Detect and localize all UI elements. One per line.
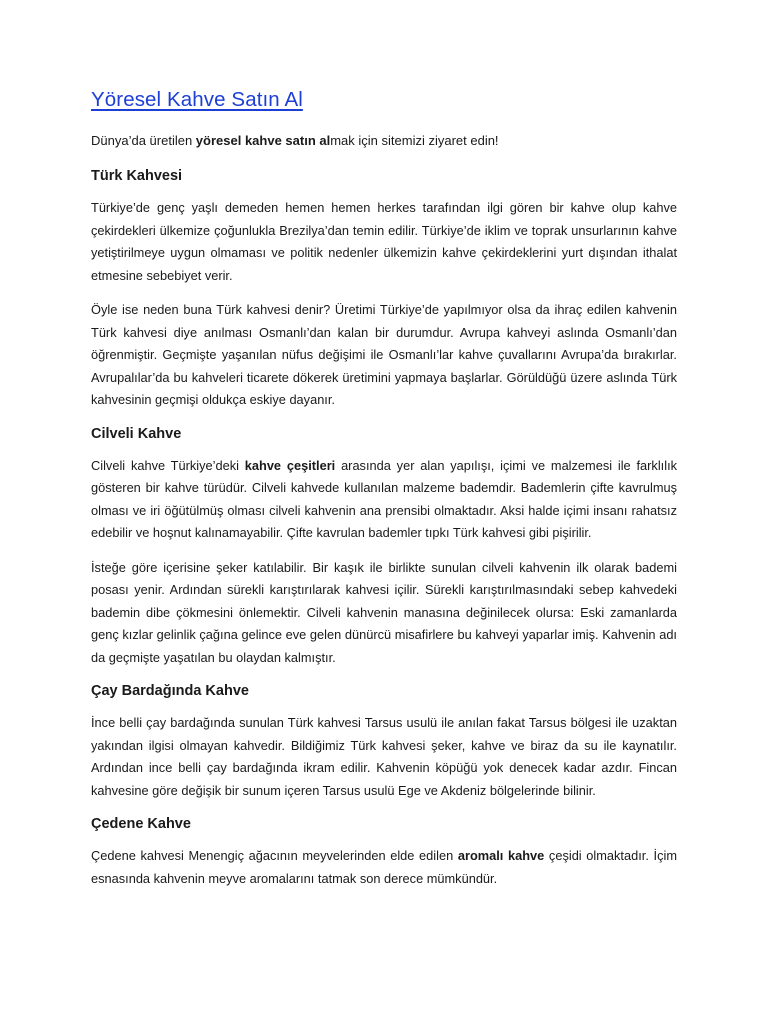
intro-keyword-bold: yöresel kahve satın al: [195, 133, 331, 148]
section-heading-cay-bardaginda-kahve: Çay Bardağında Kahve: [91, 683, 249, 699]
page-title-link[interactable]: Yöresel Kahve Satın Al: [91, 88, 303, 111]
paragraph-text-post: çeşidi olmaktadır. İçim esnasında kahvenin meyve aromalarını tatmak son derece mümkündür.: [91, 848, 677, 886]
section-heading-cedene-kahve: Çedene Kahve: [91, 816, 191, 832]
paragraph-text-post: arasında yer alan yapılışı, içimi ve malzemesi ile farklılık gösteren bir kahve türüdür. Cilveli kahvede kullanılan malzeme bademdir. Bademlerin çifte kavrulmuş olması ve iri öğütülmüş olması cilveli kahvenin ana prensibi olmaktadır. Aksi halde içimi insanı rahatsız edebilir ve hoşnut kalınamayabilir. Çifte kavrulan bademler tıpkı Türk kahvesi gibi pişirilir.: [91, 457, 678, 540]
section-heading-turk-kahvesi: Türk Kahvesi: [91, 168, 183, 184]
section-paragraph: Öyle ise neden buna Türk kahvesi denir? Üretimi Türkiye’de yapılmıyor olsa da ihraç edilen kahvenin Türk kahvesi diye anılması Osmanlı’dan kalan bir durumdur. Avrupa kahveyi aslında Osmanlı’dan öğrenmiştir. Geçmişte yaşanılan nüfus değişimi ile Osmanlı’lar kahve çuvallarını Avrupa’da bırakırlar. Avrupalılar’da bu kahveleri ticarete dökerek üretimini yapmaya başlarlar. Görüldüğü üzere aslında Türk kahvesinin geçmişi oldukça eskiye dayanır.: [91, 302, 677, 407]
section-paragraph: [91, 845, 677, 890]
paragraph-text-pre: Çedene kahvesi Menengiç ağacının meyvelerinden elde edilen: [91, 848, 458, 863]
intro-text-pre: Dünya’da üretilen: [91, 133, 196, 148]
section-paragraph: İnce belli çay bardağında sunulan Türk kahvesi Tarsus usulü ile anılan fakat Tarsus bölgesi ile uzaktan yakından ilgisi olmayan kahvedir. Bildiğimiz Türk kahvesi şeker, kahve ve biraz da su ile kaynatılır. Ardından ince belli çay bardağında ikram edilir. Kahvenin köpüğü yok denecek kadar azdır. Fincan kahvesine göre değişik bir sunum içeren Tarsus usulü Ege ve Akdeniz bölgelerinde bilinir.: [91, 715, 677, 798]
paragraph-keyword-bold: aromalı kahve: [457, 848, 545, 863]
intro-text-post: mak için sitemizi ziyaret edin!: [330, 133, 499, 148]
intro-paragraph: [91, 131, 677, 151]
paragraph-keyword-bold: kahve çeşitleri: [244, 457, 336, 473]
section-heading-cilveli-kahve: Cilveli Kahve: [91, 425, 182, 442]
section-paragraph: İsteğe göre içerisine şeker katılabilir. Bir kaşık ile birlikte sunulan cilveli kahvenin ilk olarak bademi posası yenir. Ardından sürekli karıştırılarak kahvesi içilir. Sürekli karıştırılmasındaki sebep kahvedeki bademin dibe çökmesini önlemektir. Cilveli kahvenin manasına değinilecek olursa: Eski zamanlarda genç kızlar gelinlik çağına gelince eve gelen dünürcü misafirlere bu kahveyi yaparlar imiş. Kahvenin adı da geçmişte yaşatılan bu olaydan kalmıştır.: [91, 559, 677, 665]
section-paragraph: [91, 455, 677, 545]
section-paragraph: Türkiye’de genç yaşlı demeden hemen hemen herkes tarafından ilgi gören bir kahve olup kahve çekirdekleri ülkemize çoğunlukla Brezilya’dan temin edilir. Türkiye’de iklim ve toprak unsurlarının kahve yetiştirilmeye uygun olmaması ve politik nedenler ülkemizin kahve çekirdeklerini yurt dışından ithalat etmesine sebebiyet verir.: [91, 200, 677, 283]
paragraph-text-pre: Cilveli kahve Türkiye’deki: [91, 457, 245, 473]
